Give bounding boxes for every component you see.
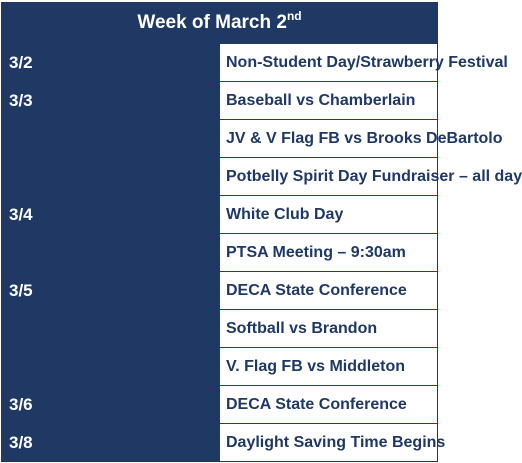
schedule-row bbox=[2, 196, 438, 234]
date-cell: 3/4 bbox=[2, 196, 220, 234]
event-cell: Potbelly Spirit Day Fundraiser – all day bbox=[220, 158, 438, 196]
schedule-row bbox=[2, 234, 438, 272]
event-cell: Non-Student Day/Strawberry Festival bbox=[220, 44, 438, 82]
date-cell bbox=[2, 120, 220, 158]
event-cell: V. Flag FB vs Middleton bbox=[220, 348, 438, 386]
date-cell: 3/8 bbox=[2, 424, 220, 462]
schedule-row bbox=[2, 386, 438, 424]
date-cell: 3/5 bbox=[2, 272, 220, 310]
schedule-row bbox=[2, 82, 438, 120]
event-cell: JV & V Flag FB vs Brooks DeBartolo bbox=[220, 120, 438, 158]
event-cell: Daylight Saving Time Begins bbox=[220, 424, 438, 462]
schedule-row bbox=[2, 424, 438, 462]
event-cell: PTSA Meeting – 9:30am bbox=[220, 234, 438, 272]
schedule-title-superscript: nd bbox=[286, 9, 302, 23]
event-cell: White Club Day bbox=[220, 196, 438, 234]
schedule-row bbox=[2, 44, 438, 82]
schedule-title-text: Week of March 2 bbox=[137, 12, 287, 33]
event-cell: DECA State Conference bbox=[220, 272, 438, 310]
schedule-title bbox=[2, 3, 438, 44]
weekly-schedule-table bbox=[1, 2, 522, 462]
date-cell bbox=[2, 158, 220, 196]
schedule-header-row bbox=[2, 3, 438, 44]
schedule-row bbox=[2, 348, 438, 386]
date-cell: 3/6 bbox=[2, 386, 220, 424]
date-cell: 3/3 bbox=[2, 82, 220, 120]
date-cell bbox=[2, 310, 220, 348]
event-cell: DECA State Conference bbox=[220, 386, 438, 424]
date-cell bbox=[2, 348, 220, 386]
schedule-row bbox=[2, 158, 438, 196]
schedule-row bbox=[2, 272, 438, 310]
event-cell: Baseball vs Chamberlain bbox=[220, 82, 438, 120]
date-cell bbox=[2, 234, 220, 272]
schedule-row bbox=[2, 310, 438, 348]
schedule-row bbox=[2, 120, 438, 158]
date-cell: 3/2 bbox=[2, 44, 220, 82]
event-cell: Softball vs Brandon bbox=[220, 310, 438, 348]
